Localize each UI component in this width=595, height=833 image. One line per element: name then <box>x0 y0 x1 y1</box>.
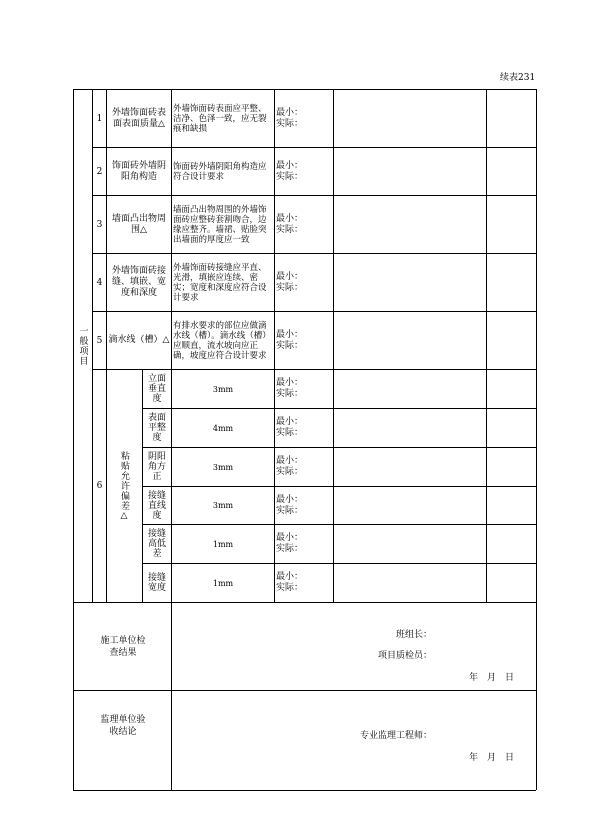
measure-cell <box>276 148 332 195</box>
category-label: 一般项目 <box>77 325 88 366</box>
item-number: 6 <box>96 481 103 491</box>
tolerance-value: 4mm <box>212 423 234 433</box>
actual-label: 实际： <box>276 467 304 477</box>
measure-cell <box>276 370 332 408</box>
actual-label: 实际： <box>276 505 304 516</box>
tolerance-name: 立面垂直度 <box>147 374 166 404</box>
tolerance-group-label: 粘贴允许偏差△ <box>119 450 129 522</box>
item-number: 4 <box>96 277 103 288</box>
measure-cell <box>276 525 332 563</box>
tolerance-value: 1mm <box>212 539 234 549</box>
item-name: 外墙饰面砖接缝、填嵌、宽度和深度 <box>111 266 166 298</box>
tolerance-value: 3mm <box>212 384 234 394</box>
actual-label: 实际： <box>276 171 304 182</box>
construction-date: 年 月 日 <box>469 673 515 683</box>
min-label: 最小： <box>276 456 304 466</box>
supervision-engineer-label: 专业监理工程师： <box>360 731 433 741</box>
actual-label: 实际： <box>276 544 304 554</box>
col-divider <box>274 89 275 602</box>
actual-label: 实际： <box>276 428 304 438</box>
min-label: 最小： <box>276 160 304 171</box>
item-number: 5 <box>96 335 103 346</box>
item-name: 饰面砖外墙阴阳角构造 <box>111 160 166 182</box>
min-label: 最小： <box>276 417 304 427</box>
actual-label: 实际： <box>276 389 304 399</box>
item-name: 滴水线（槽）△ <box>108 335 170 345</box>
tolerance-name: 接缝宽度 <box>147 573 166 593</box>
min-label: 最小： <box>276 378 304 388</box>
measure-cell <box>276 487 332 524</box>
item-requirement: 外墙饰面砖接缝应平直、光滑，填嵌应连续、密实；宽度和深度应符合设计要求 <box>173 262 267 303</box>
item-requirement: 墙面凸出物周围的外墙饰面砖应整砖套割吻合，边缘应整齐。墙裙、贴脸突出墙面的厚度应一致 <box>173 204 267 245</box>
item-number: 2 <box>96 166 103 177</box>
quality-inspector-label: 项目质检员： <box>378 651 433 661</box>
min-label: 最小： <box>276 533 304 543</box>
measure-cell <box>276 196 332 253</box>
min-label: 最小： <box>276 107 304 118</box>
supervision-date: 年 月 日 <box>469 753 515 763</box>
col-divider <box>333 89 334 602</box>
tolerance-value: 1mm <box>212 578 234 588</box>
continuation-label: 续表231 <box>500 73 536 83</box>
item-requirement: 外墙饰面砖表面应平整、洁净、色泽一致，应无裂痕和缺损 <box>173 103 267 134</box>
min-label: 最小： <box>276 572 304 582</box>
measure-cell <box>276 90 332 147</box>
item-name: 外墙饰面砖表面表面质量△ <box>111 107 166 129</box>
item-requirement: 有排水要求的部位应做滴水线（槽）。滴水线（槽）应顺直，流水坡向应正确，坡度应符合设计要求 <box>173 320 271 361</box>
col-divider <box>106 89 107 369</box>
min-label: 最小： <box>276 213 304 224</box>
table-bottom-border <box>73 790 536 791</box>
item-requirement: 饰面砖外墙阴阳角构造应符合设计要求 <box>173 161 267 182</box>
col-divider <box>171 602 172 790</box>
item-number: 3 <box>96 219 103 230</box>
tolerance-name: 接缝直线度 <box>147 490 166 521</box>
item-number: 1 <box>96 113 103 124</box>
supervision-title: 监理单位验收结论 <box>100 715 146 737</box>
tolerance-name: 表面平整度 <box>147 413 166 443</box>
col-divider <box>486 89 487 602</box>
actual-label: 实际： <box>276 282 304 293</box>
tolerance-name: 接缝高低差 <box>147 529 166 559</box>
measure-cell <box>276 448 332 486</box>
min-label: 最小： <box>276 494 304 505</box>
item-name: 墙面凸出物周围△ <box>111 213 166 235</box>
construction-title: 施工单位检查结果 <box>100 635 146 658</box>
measure-cell <box>276 254 332 311</box>
tolerance-value: 3mm <box>212 462 234 472</box>
min-label: 最小： <box>276 271 304 282</box>
measure-cell <box>276 312 332 369</box>
tolerance-value: 3mm <box>212 501 234 510</box>
actual-label: 实际： <box>276 224 304 235</box>
actual-label: 实际： <box>276 118 304 129</box>
actual-label: 实际： <box>276 583 304 593</box>
col-divider <box>142 369 143 602</box>
min-label: 最小： <box>276 329 304 340</box>
tolerance-name: 阴阳角方正 <box>147 452 166 482</box>
measure-cell <box>276 564 332 602</box>
actual-label: 实际： <box>276 340 304 351</box>
team-leader-label: 班组长： <box>396 630 433 640</box>
table-right-border <box>536 89 537 790</box>
measure-cell <box>276 409 332 447</box>
